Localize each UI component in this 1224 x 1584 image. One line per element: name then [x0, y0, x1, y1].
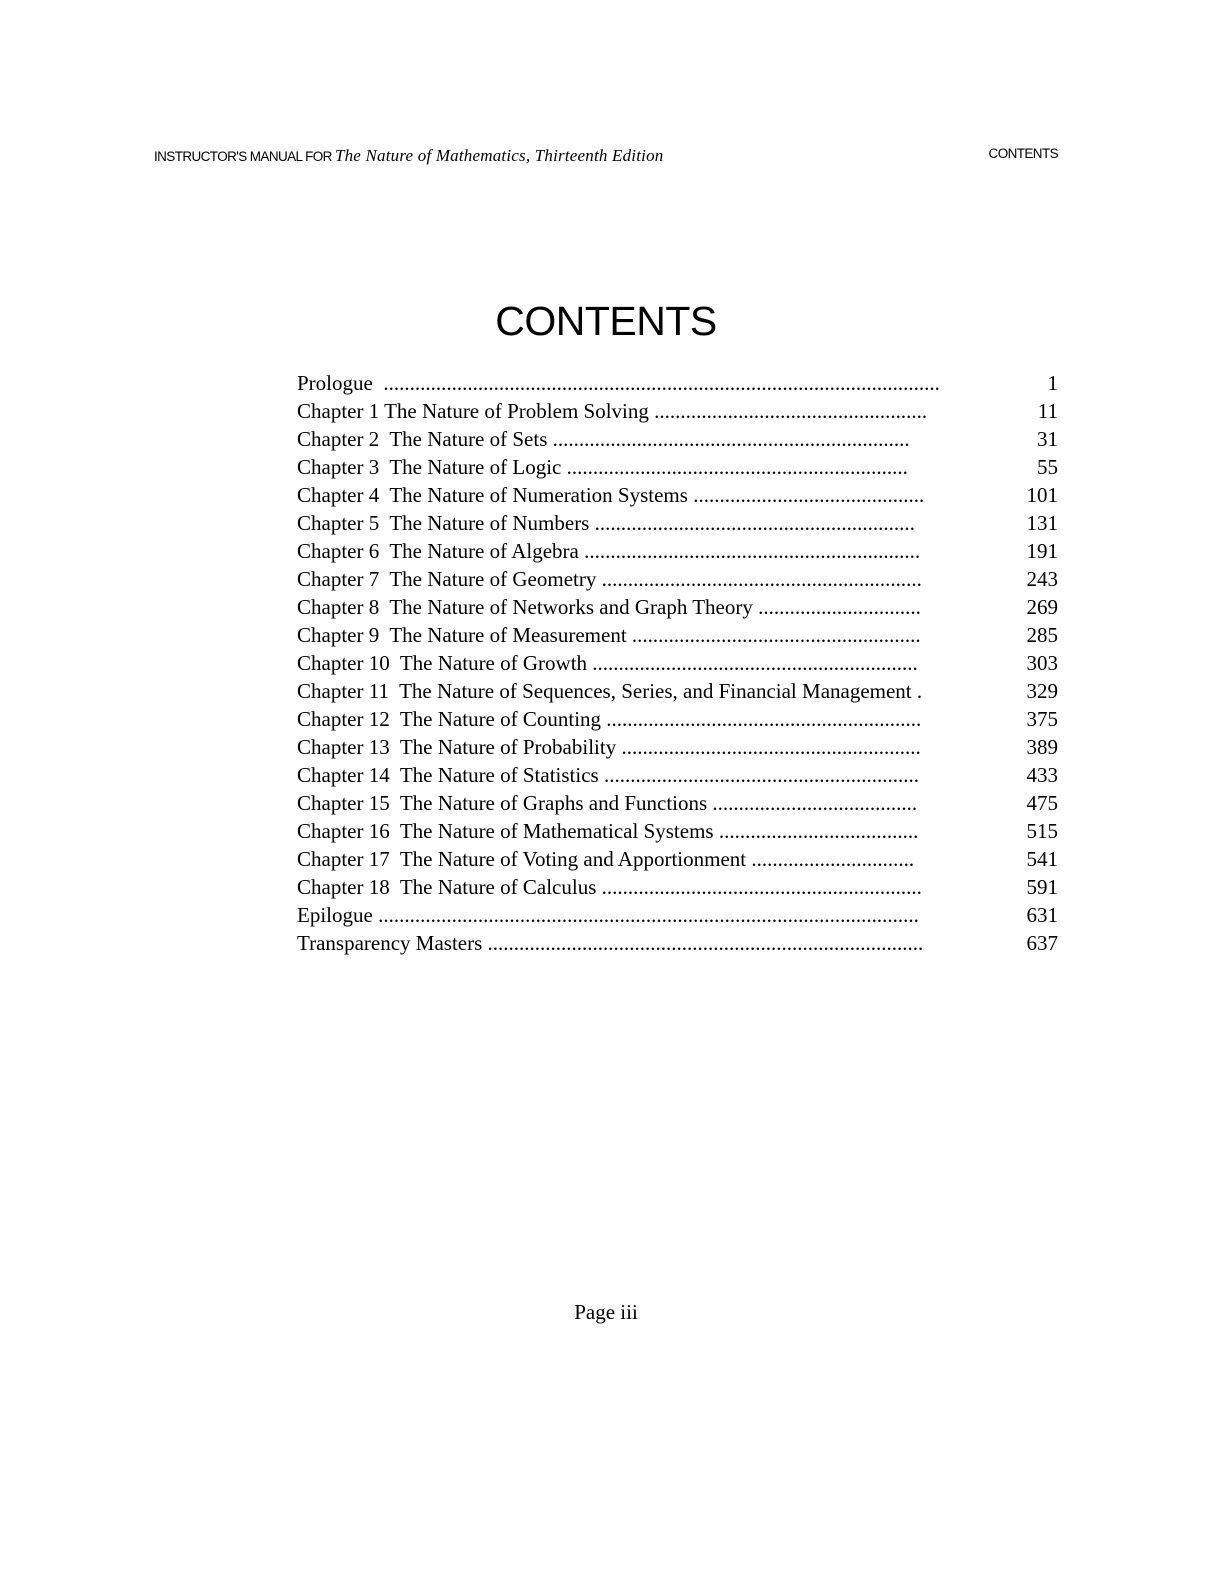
toc-row[interactable]: [297, 817, 1058, 845]
toc-page-number: 269: [1026, 595, 1058, 619]
toc-page-number: 375: [1026, 707, 1058, 731]
toc-row[interactable]: [297, 509, 1058, 537]
toc-page-number: 101: [1026, 483, 1058, 507]
toc-entry-label: Chapter 17 The Nature of Voting and Apportionment ...............................: [297, 847, 915, 871]
toc-page-number: 11: [1037, 399, 1058, 423]
toc-page-number: 591: [1026, 875, 1058, 899]
toc-page-number: 131: [1026, 511, 1058, 535]
manual-label: INSTRUCTOR'S MANUAL FOR: [154, 149, 335, 164]
toc-page-number: 191: [1026, 539, 1058, 563]
toc-entry-label: Chapter 8 The Nature of Networks and Graph Theory ...............................: [297, 595, 921, 619]
toc-row[interactable]: [297, 705, 1058, 733]
toc-entry-label: Chapter 5 The Nature of Numbers .............................................................: [297, 511, 915, 535]
toc-entry-label: Transparency Masters ...................................................................................: [297, 931, 924, 955]
toc-page-number: 433: [1026, 763, 1058, 787]
toc-row[interactable]: [297, 649, 1058, 677]
toc-entry-label: Chapter 16 The Nature of Mathematical Systems ......................................: [297, 819, 919, 843]
toc-row[interactable]: [297, 845, 1058, 873]
toc-row[interactable]: [297, 593, 1058, 621]
toc-row[interactable]: [297, 537, 1058, 565]
toc-row[interactable]: [297, 621, 1058, 649]
toc-entry-label: Chapter 12 The Nature of Counting ............................................................: [297, 707, 922, 731]
toc-entry-label: Chapter 14 The Nature of Statistics ............................................................: [297, 763, 919, 787]
toc-page-number: 55: [1037, 455, 1058, 479]
toc-page-number: 515: [1026, 819, 1058, 843]
toc-page-number: 303: [1026, 651, 1058, 675]
toc-entry-label: Chapter 1 The Nature of Problem Solving ....................................................: [297, 399, 928, 423]
toc-row[interactable]: [297, 397, 1058, 425]
toc-page-number: 541: [1026, 847, 1058, 871]
toc-entry-label: Prologue ..........................................................................................................: [297, 371, 940, 395]
toc-entry-label: Chapter 6 The Nature of Algebra ................................................................: [297, 539, 921, 563]
toc-row[interactable]: [297, 369, 1058, 397]
page-number: Page iii: [574, 1300, 638, 1324]
running-header: [154, 146, 1058, 166]
toc-page-number: 285: [1026, 623, 1058, 647]
running-header-left: [154, 146, 663, 166]
section-label: CONTENTS: [988, 146, 1058, 161]
toc-entry-label: Chapter 15 The Nature of Graphs and Functions .......................................: [297, 791, 918, 815]
toc-entry-label: Chapter 4 The Nature of Numeration Systems ............................................: [297, 483, 925, 507]
book-title: The Nature of Mathematics, Thirteenth Edition: [334, 146, 664, 165]
toc-page-number: 631: [1026, 903, 1058, 927]
page-title: CONTENTS: [495, 298, 717, 344]
toc-page-number: 389: [1026, 735, 1058, 759]
toc-entry-label: Chapter 7 The Nature of Geometry .............................................................: [297, 567, 922, 591]
toc-page-number: 31: [1037, 427, 1058, 451]
toc-page-number: 637: [1026, 931, 1058, 955]
toc-entry-label: Epilogue .......................................................................................................: [297, 903, 919, 927]
toc-page-number: 329: [1026, 679, 1058, 703]
toc-row[interactable]: [297, 481, 1058, 509]
table-of-contents: [297, 369, 1058, 957]
toc-entry-label: Chapter 10 The Nature of Growth ..............................................................: [297, 651, 918, 675]
toc-page-number: 1: [1047, 371, 1058, 395]
toc-row[interactable]: [297, 677, 1058, 705]
toc-row[interactable]: [297, 453, 1058, 481]
toc-page-number: 475: [1026, 791, 1058, 815]
toc-entry-label: Chapter 18 The Nature of Calculus .............................................................: [297, 875, 922, 899]
toc-row[interactable]: [297, 901, 1058, 929]
toc-row[interactable]: [297, 565, 1058, 593]
toc-entry-label: Chapter 3 The Nature of Logic .................................................................: [297, 455, 908, 479]
toc-entry-label: Chapter 13 The Nature of Probability .........................................................: [297, 735, 921, 759]
toc-row[interactable]: [297, 761, 1058, 789]
toc-row[interactable]: [297, 929, 1058, 957]
toc-row[interactable]: [297, 873, 1058, 901]
toc-entry-label: Chapter 11 The Nature of Sequences, Series, and Financial Management .: [297, 679, 923, 703]
toc-row[interactable]: [297, 789, 1058, 817]
toc-row[interactable]: [297, 425, 1058, 453]
toc-entry-label: Chapter 2 The Nature of Sets ....................................................................: [297, 427, 910, 451]
toc-page-number: 243: [1026, 567, 1058, 591]
toc-row[interactable]: [297, 733, 1058, 761]
toc-entry-label: Chapter 9 The Nature of Measurement .......................................................: [297, 623, 921, 647]
